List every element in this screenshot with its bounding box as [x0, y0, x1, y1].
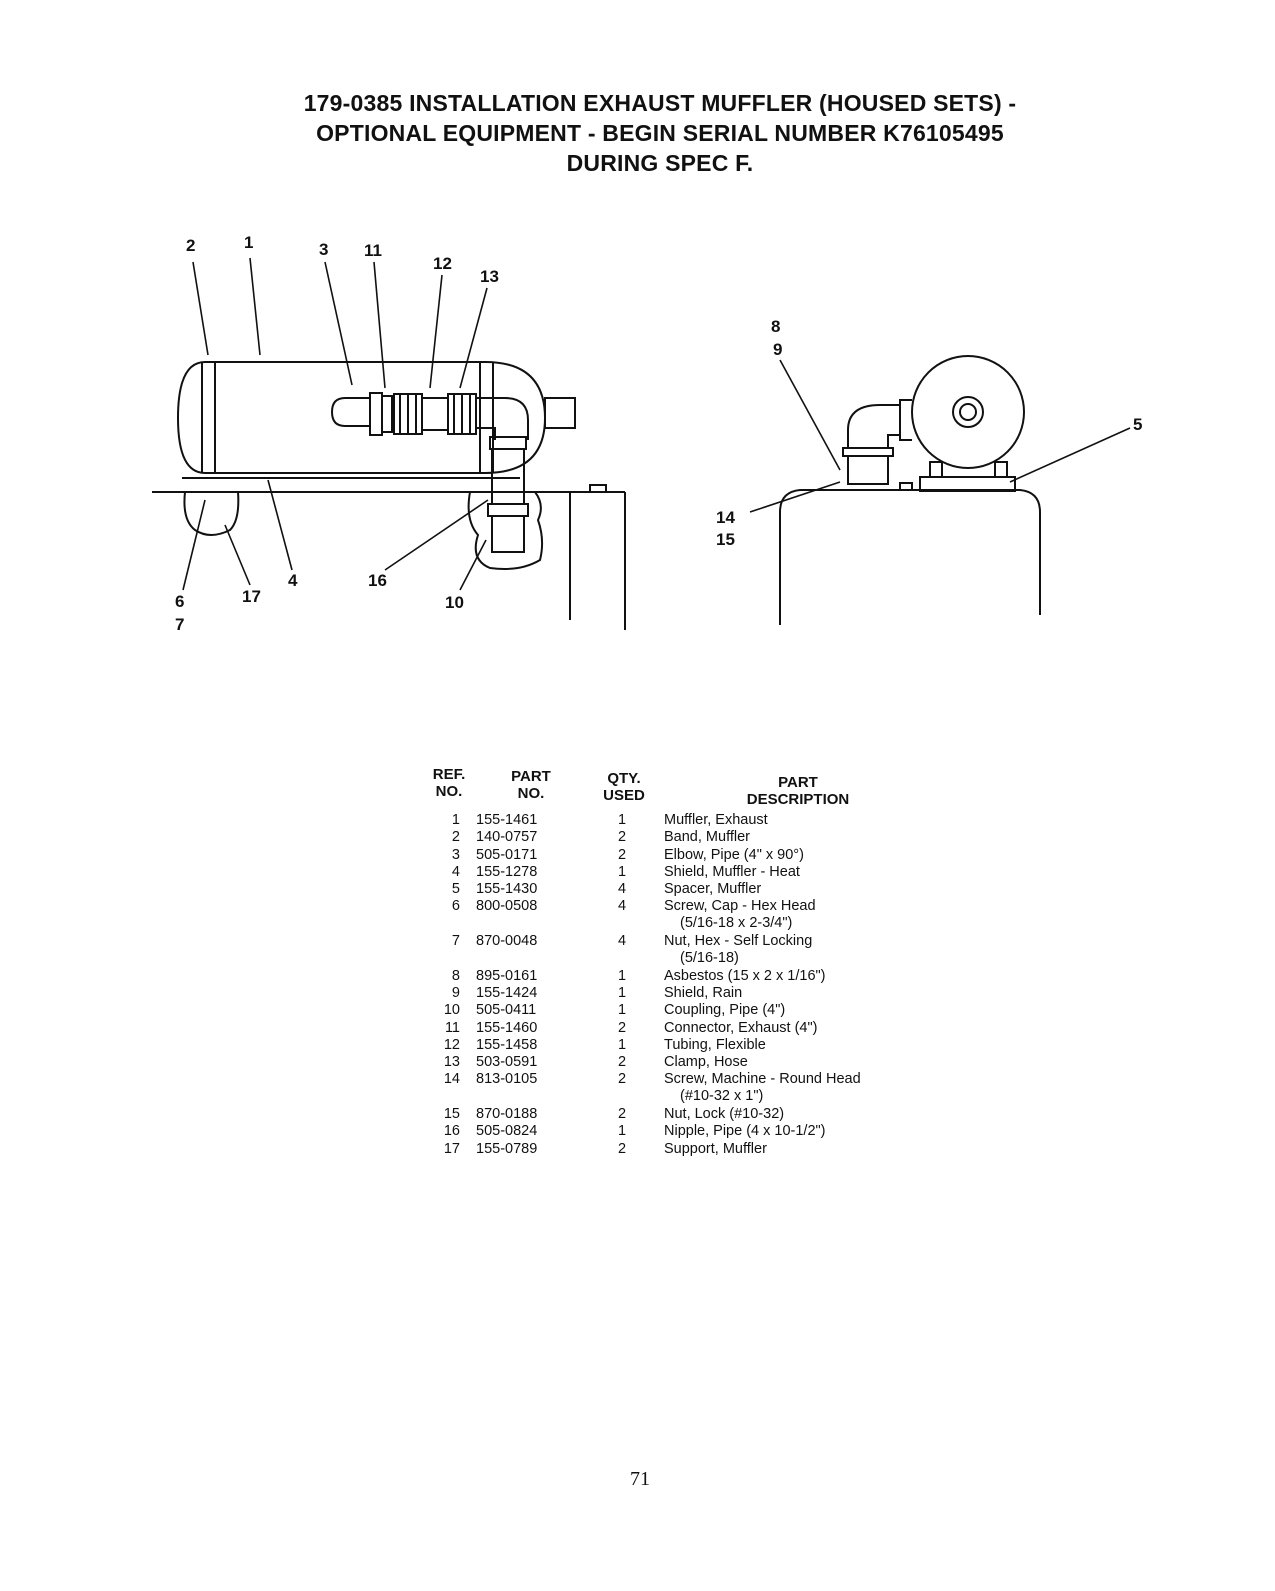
table-row	[428, 829, 928, 846]
part-number-cell: 870-0188	[476, 1106, 538, 1123]
description-cell: Spacer, Muffler	[664, 881, 762, 898]
exhaust-muffler-drawing	[0, 0, 1275, 700]
table-row	[428, 881, 928, 898]
parts-rows	[428, 812, 928, 1158]
qty-cell: 2	[617, 1106, 627, 1123]
part-number-cell: 155-1458	[476, 1036, 538, 1053]
part-number-cell: 155-1460	[476, 1019, 538, 1036]
table-row	[428, 864, 928, 881]
ref-cell: 15	[443, 1106, 460, 1123]
table-row	[428, 933, 928, 968]
description-cell: Nut, Lock (#10-32)	[664, 1106, 785, 1123]
part-number-cell: 155-0789	[476, 1140, 538, 1157]
title-line-1: 179-0385 INSTALLATION EXHAUST MUFFLER (HOUSED SETS) -	[303, 90, 1017, 116]
title-line-2: OPTIONAL EQUIPMENT - BEGIN SERIAL NUMBER K76105495	[316, 120, 1004, 146]
qty-cell: 4	[617, 881, 627, 898]
header-part-description: PART DESCRIPTION	[746, 774, 850, 808]
table-row	[428, 1106, 928, 1123]
qty-cell: 2	[617, 1071, 627, 1088]
callout-4: 4	[288, 571, 298, 590]
description-cell: Muffler, Exhaust	[664, 812, 768, 828]
table-row	[428, 968, 928, 985]
qty-cell: 1	[617, 863, 627, 880]
callout-3: 3	[319, 240, 329, 259]
header-qty-used: QTY. USED	[603, 770, 645, 804]
description-cell: Elbow, Pipe (4" x 90°)	[664, 846, 804, 863]
callout-15: 15	[716, 530, 735, 549]
description-cell: Support, Muffler	[664, 1140, 767, 1157]
callout-5: 5	[1133, 415, 1143, 434]
ref-cell: 3	[451, 846, 460, 863]
callout-6: 6	[175, 592, 185, 611]
part-number-cell: 140-0757	[476, 829, 538, 846]
ref-cell: 10	[443, 1002, 460, 1019]
table-row	[428, 1054, 928, 1071]
callout-16: 16	[368, 571, 387, 590]
table-row	[428, 1037, 928, 1054]
callout-12: 12	[433, 254, 452, 273]
qty-cell: 1	[617, 1002, 627, 1019]
table-row	[428, 1123, 928, 1140]
ref-cell: 16	[443, 1123, 460, 1140]
page-number: 71	[630, 1468, 650, 1490]
callout-13: 13	[480, 267, 499, 286]
description-cell: Nut, Hex - Self Locking	[664, 933, 813, 950]
ref-cell: 8	[451, 967, 460, 984]
part-number-cell: 155-1461	[476, 812, 538, 828]
table-row	[428, 847, 928, 864]
qty-cell: 1	[617, 812, 627, 828]
ref-cell: 5	[451, 881, 460, 898]
ref-cell: 7	[451, 933, 460, 950]
part-number-cell: 155-1424	[476, 984, 538, 1001]
qty-cell: 4	[617, 898, 627, 915]
qty-cell: 2	[617, 829, 627, 846]
ref-cell: 14	[443, 1071, 460, 1088]
callout-8: 8	[771, 317, 781, 336]
qty-cell: 1	[617, 967, 627, 984]
qty-cell: 4	[617, 933, 627, 950]
callout-10: 10	[445, 593, 464, 612]
part-number-cell: 505-0824	[476, 1123, 538, 1140]
qty-cell: 2	[617, 846, 627, 863]
header-ref-no: REF. NO.	[432, 766, 466, 800]
description-cell: Shield, Muffler - Heat	[664, 863, 800, 880]
ref-cell: 17	[443, 1140, 460, 1157]
part-number-cell: 870-0048	[476, 933, 538, 950]
heat-shield	[152, 478, 625, 630]
table-row	[428, 985, 928, 1002]
callout-11: 11	[364, 241, 382, 260]
callout-14: 14	[716, 508, 735, 527]
part-number-cell: 813-0105	[476, 1071, 538, 1088]
ref-cell: 12	[443, 1036, 460, 1053]
ref-cell: 11	[444, 1019, 460, 1036]
ref-cell: 6	[451, 898, 460, 915]
part-number-cell: 505-0171	[476, 846, 538, 863]
description-cell: Coupling, Pipe (4")	[664, 1002, 786, 1019]
part-number-cell: 895-0161	[476, 967, 538, 984]
description-cell: Screw, Machine - Round Head	[664, 1071, 861, 1088]
table-row	[428, 1071, 928, 1106]
callout-9: 9	[773, 340, 783, 359]
ref-cell: 9	[451, 984, 460, 1001]
description-cell: Shield, Rain	[664, 984, 743, 1001]
part-number-cell: 155-1430	[476, 881, 538, 898]
muffler-end-view	[780, 356, 1040, 625]
description-cell-continued: (5/16-18 x 2-3/4")	[680, 915, 793, 932]
table-row	[428, 1020, 928, 1037]
qty-cell: 2	[617, 1054, 627, 1071]
ref-cell: 4	[451, 863, 460, 880]
description-cell: Tubing, Flexible	[664, 1036, 766, 1053]
description-cell-continued: (#10-32 x 1")	[680, 1088, 764, 1105]
ref-cell: 2	[451, 829, 460, 846]
ref-cell: 13	[443, 1054, 460, 1071]
qty-cell: 1	[617, 984, 627, 1001]
qty-cell: 1	[617, 1123, 627, 1140]
part-number-cell: 503-0591	[476, 1054, 538, 1071]
description-cell: Band, Muffler	[664, 829, 750, 846]
header-part-no: PART NO.	[511, 768, 551, 802]
part-number-cell: 505-0411	[476, 1002, 537, 1019]
description-cell: Screw, Cap - Hex Head	[664, 898, 816, 915]
description-cell: Clamp, Hose	[664, 1054, 748, 1071]
ref-cell: 1	[451, 812, 460, 828]
description-cell: Connector, Exhaust (4")	[664, 1019, 818, 1036]
part-number-cell: 155-1278	[476, 863, 538, 880]
callout-17: 17	[242, 587, 261, 606]
leader-lines	[183, 258, 1130, 590]
muffler-body-side-view	[178, 362, 575, 473]
table-row	[428, 1002, 928, 1019]
qty-cell: 2	[617, 1140, 627, 1157]
callout-7: 7	[175, 615, 185, 634]
callout-1: 1	[244, 233, 254, 252]
part-number-cell: 800-0508	[476, 898, 538, 915]
qty-cell: 1	[617, 1036, 627, 1053]
title-line-3: DURING SPEC F.	[566, 150, 754, 176]
table-row	[428, 812, 928, 829]
callout-2: 2	[186, 236, 196, 255]
description-cell: Nipple, Pipe (4 x 10-1/2")	[664, 1123, 826, 1140]
table-row	[428, 898, 928, 933]
table-row	[428, 1141, 928, 1158]
description-cell: Asbestos (15 x 2 x 1/16")	[664, 967, 826, 984]
callout-labels	[175, 233, 1142, 634]
qty-cell: 2	[617, 1019, 627, 1036]
description-cell-continued: (5/16-18)	[680, 950, 739, 967]
